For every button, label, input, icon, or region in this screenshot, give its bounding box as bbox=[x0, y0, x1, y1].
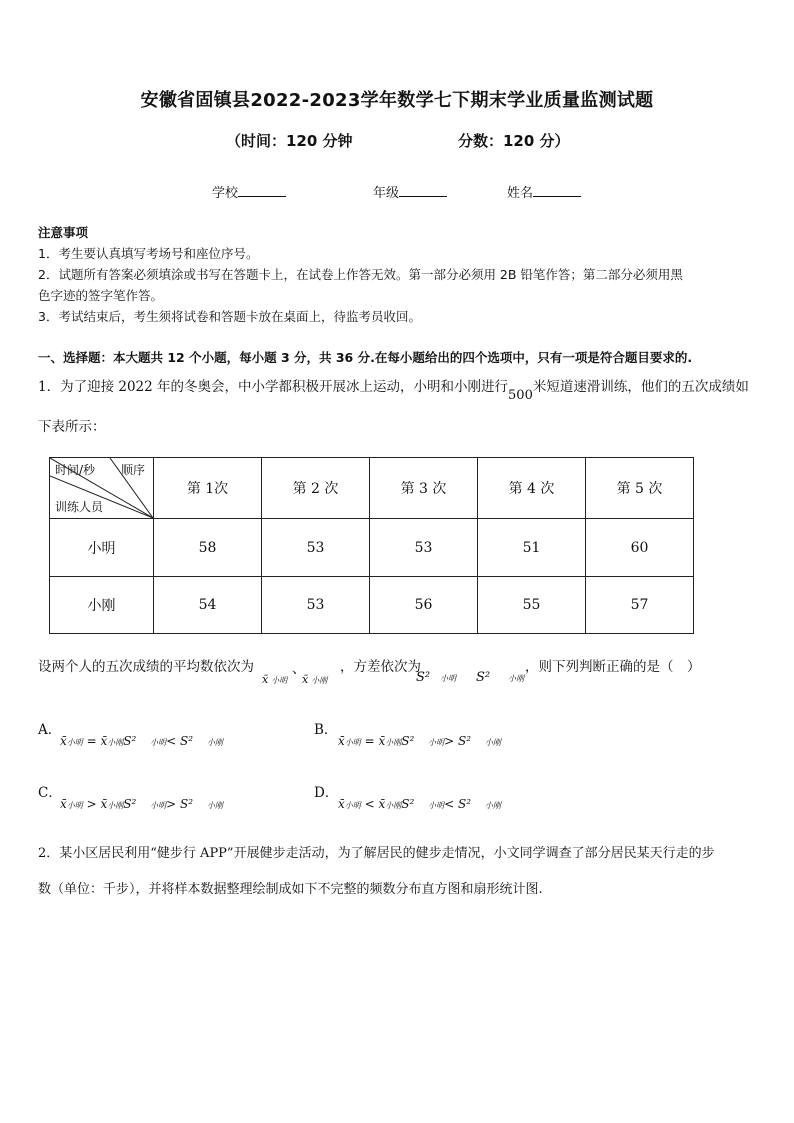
q1-num-500: 500 bbox=[508, 388, 533, 403]
q2-line1: 2．某小区居民利用“健步行 APP”开展健步走活动，为了解居民的健步走情况，小文同学调查了部分居民某天行走的步 bbox=[38, 846, 715, 861]
corner-order: 顺序 bbox=[120, 463, 145, 477]
school-label: 学校 bbox=[212, 186, 239, 201]
name-field bbox=[507, 182, 581, 201]
notice-item-2b: 色字迹的签字笔作答。 bbox=[38, 288, 164, 303]
q2-line2: 数（单位：千步），并将样本数据整理绘制成如下不完整的频数分布直方图和扇形统计图. bbox=[38, 882, 543, 897]
table-cell: 54 bbox=[154, 577, 262, 634]
notice-block bbox=[38, 222, 758, 327]
q1-stem-sep: 、 bbox=[292, 661, 306, 677]
q1-line1 bbox=[38, 375, 762, 403]
col-header: 第 3 次 bbox=[370, 458, 478, 519]
xbar-gang-symbol: x̄ 小刚 bbox=[302, 673, 328, 686]
q1-stem-b: ，方差依次为 bbox=[340, 659, 421, 675]
s2-ming-symbol: S² 小明 bbox=[416, 670, 457, 685]
score-table bbox=[49, 457, 694, 634]
q1-stem-c: ，则下列判断正确的是（ ） bbox=[525, 659, 701, 675]
grade-label: 年级 bbox=[373, 186, 400, 201]
notice-item-2a: 2．试题所有答案必须填涂或书写在答题卡上，在试卷上作答无效。第一部分必须用 2B 铅笔作答；第二部分必须用黑 bbox=[38, 267, 683, 282]
table-cell: 53 bbox=[370, 519, 478, 577]
option-d-formula: x̄小明 < x̄小刚S² 小明< S² 小刚 bbox=[338, 797, 501, 811]
notice-item-3: 3．考试结束后，考生须将试卷和答题卡放在桌面上，待监考员收回。 bbox=[38, 309, 421, 324]
s2-gang-symbol: S² 小刚 bbox=[476, 670, 525, 685]
option-c-label: C． bbox=[38, 785, 62, 801]
corner-time: 时间/秒 bbox=[55, 463, 96, 477]
q1-line2: 下表所示： bbox=[38, 419, 106, 435]
table-cell: 53 bbox=[262, 519, 370, 577]
notice-item-1: 1．考生要认真填写考场号和座位序号。 bbox=[38, 246, 259, 261]
grade-blank bbox=[399, 184, 447, 197]
school-blank bbox=[238, 184, 286, 197]
section-heading: 一、选择题：本大题共 12 个小题，每小题 3 分，共 36 分.在每小题给出的四个选项中，只有一项是符合题目要求的. bbox=[38, 350, 693, 365]
q1-text-a: 1．为了迎接 2022 年的冬奥会，中小学都积极开展冰上运动，小明和小刚进行 bbox=[38, 379, 509, 395]
table-cell: 55 bbox=[478, 577, 586, 634]
col-header: 第 5 次 bbox=[586, 458, 694, 519]
corner-person: 训练人员 bbox=[55, 500, 104, 514]
xbar-ming-symbol: x̄ 小明 bbox=[262, 673, 288, 686]
table-cell: 57 bbox=[586, 577, 694, 634]
grade-field bbox=[373, 182, 447, 201]
col-header: 第 2 次 bbox=[262, 458, 370, 519]
col-header: 第 4 次 bbox=[478, 458, 586, 519]
option-b-label: B． bbox=[314, 722, 338, 738]
notice-heading: 注意事项 bbox=[38, 225, 89, 240]
option-a-formula: x̄小明 = x̄小刚S² 小明< S² 小刚 bbox=[60, 734, 223, 748]
table-row bbox=[50, 577, 694, 634]
table-corner-cell bbox=[50, 458, 154, 519]
option-b-formula: x̄小明 = x̄小刚S² 小明> S² 小刚 bbox=[338, 734, 501, 748]
option-c-formula: x̄小明 > x̄小刚S² 小明> S² 小刚 bbox=[60, 797, 223, 811]
q1-stem-a: 设两个人的五次成绩的平均数依次为 bbox=[38, 659, 254, 675]
name-blank bbox=[533, 184, 581, 197]
name-label: 姓名 bbox=[507, 186, 534, 201]
table-cell: 56 bbox=[370, 577, 478, 634]
table-cell: 58 bbox=[154, 519, 262, 577]
col-header: 第 1次 bbox=[154, 458, 262, 519]
q1-text-b: 米短道速滑训练，他们的五次成绩如 bbox=[532, 379, 749, 395]
table-cell: 53 bbox=[262, 577, 370, 634]
option-a-label: A． bbox=[38, 722, 62, 738]
table-cell: 60 bbox=[586, 519, 694, 577]
table-cell: 51 bbox=[478, 519, 586, 577]
option-d-label: D． bbox=[314, 785, 339, 801]
table-row bbox=[50, 519, 694, 577]
exam-score: 分数：120 分） bbox=[458, 132, 570, 150]
page-title: 安徽省固镇县2022-2023学年数学七下期末学业质量监测试题 bbox=[140, 90, 654, 111]
school-field bbox=[212, 182, 286, 201]
row-name: 小刚 bbox=[50, 577, 154, 634]
exam-time: （时间：120 分钟 bbox=[226, 132, 353, 150]
row-name: 小明 bbox=[50, 519, 154, 577]
